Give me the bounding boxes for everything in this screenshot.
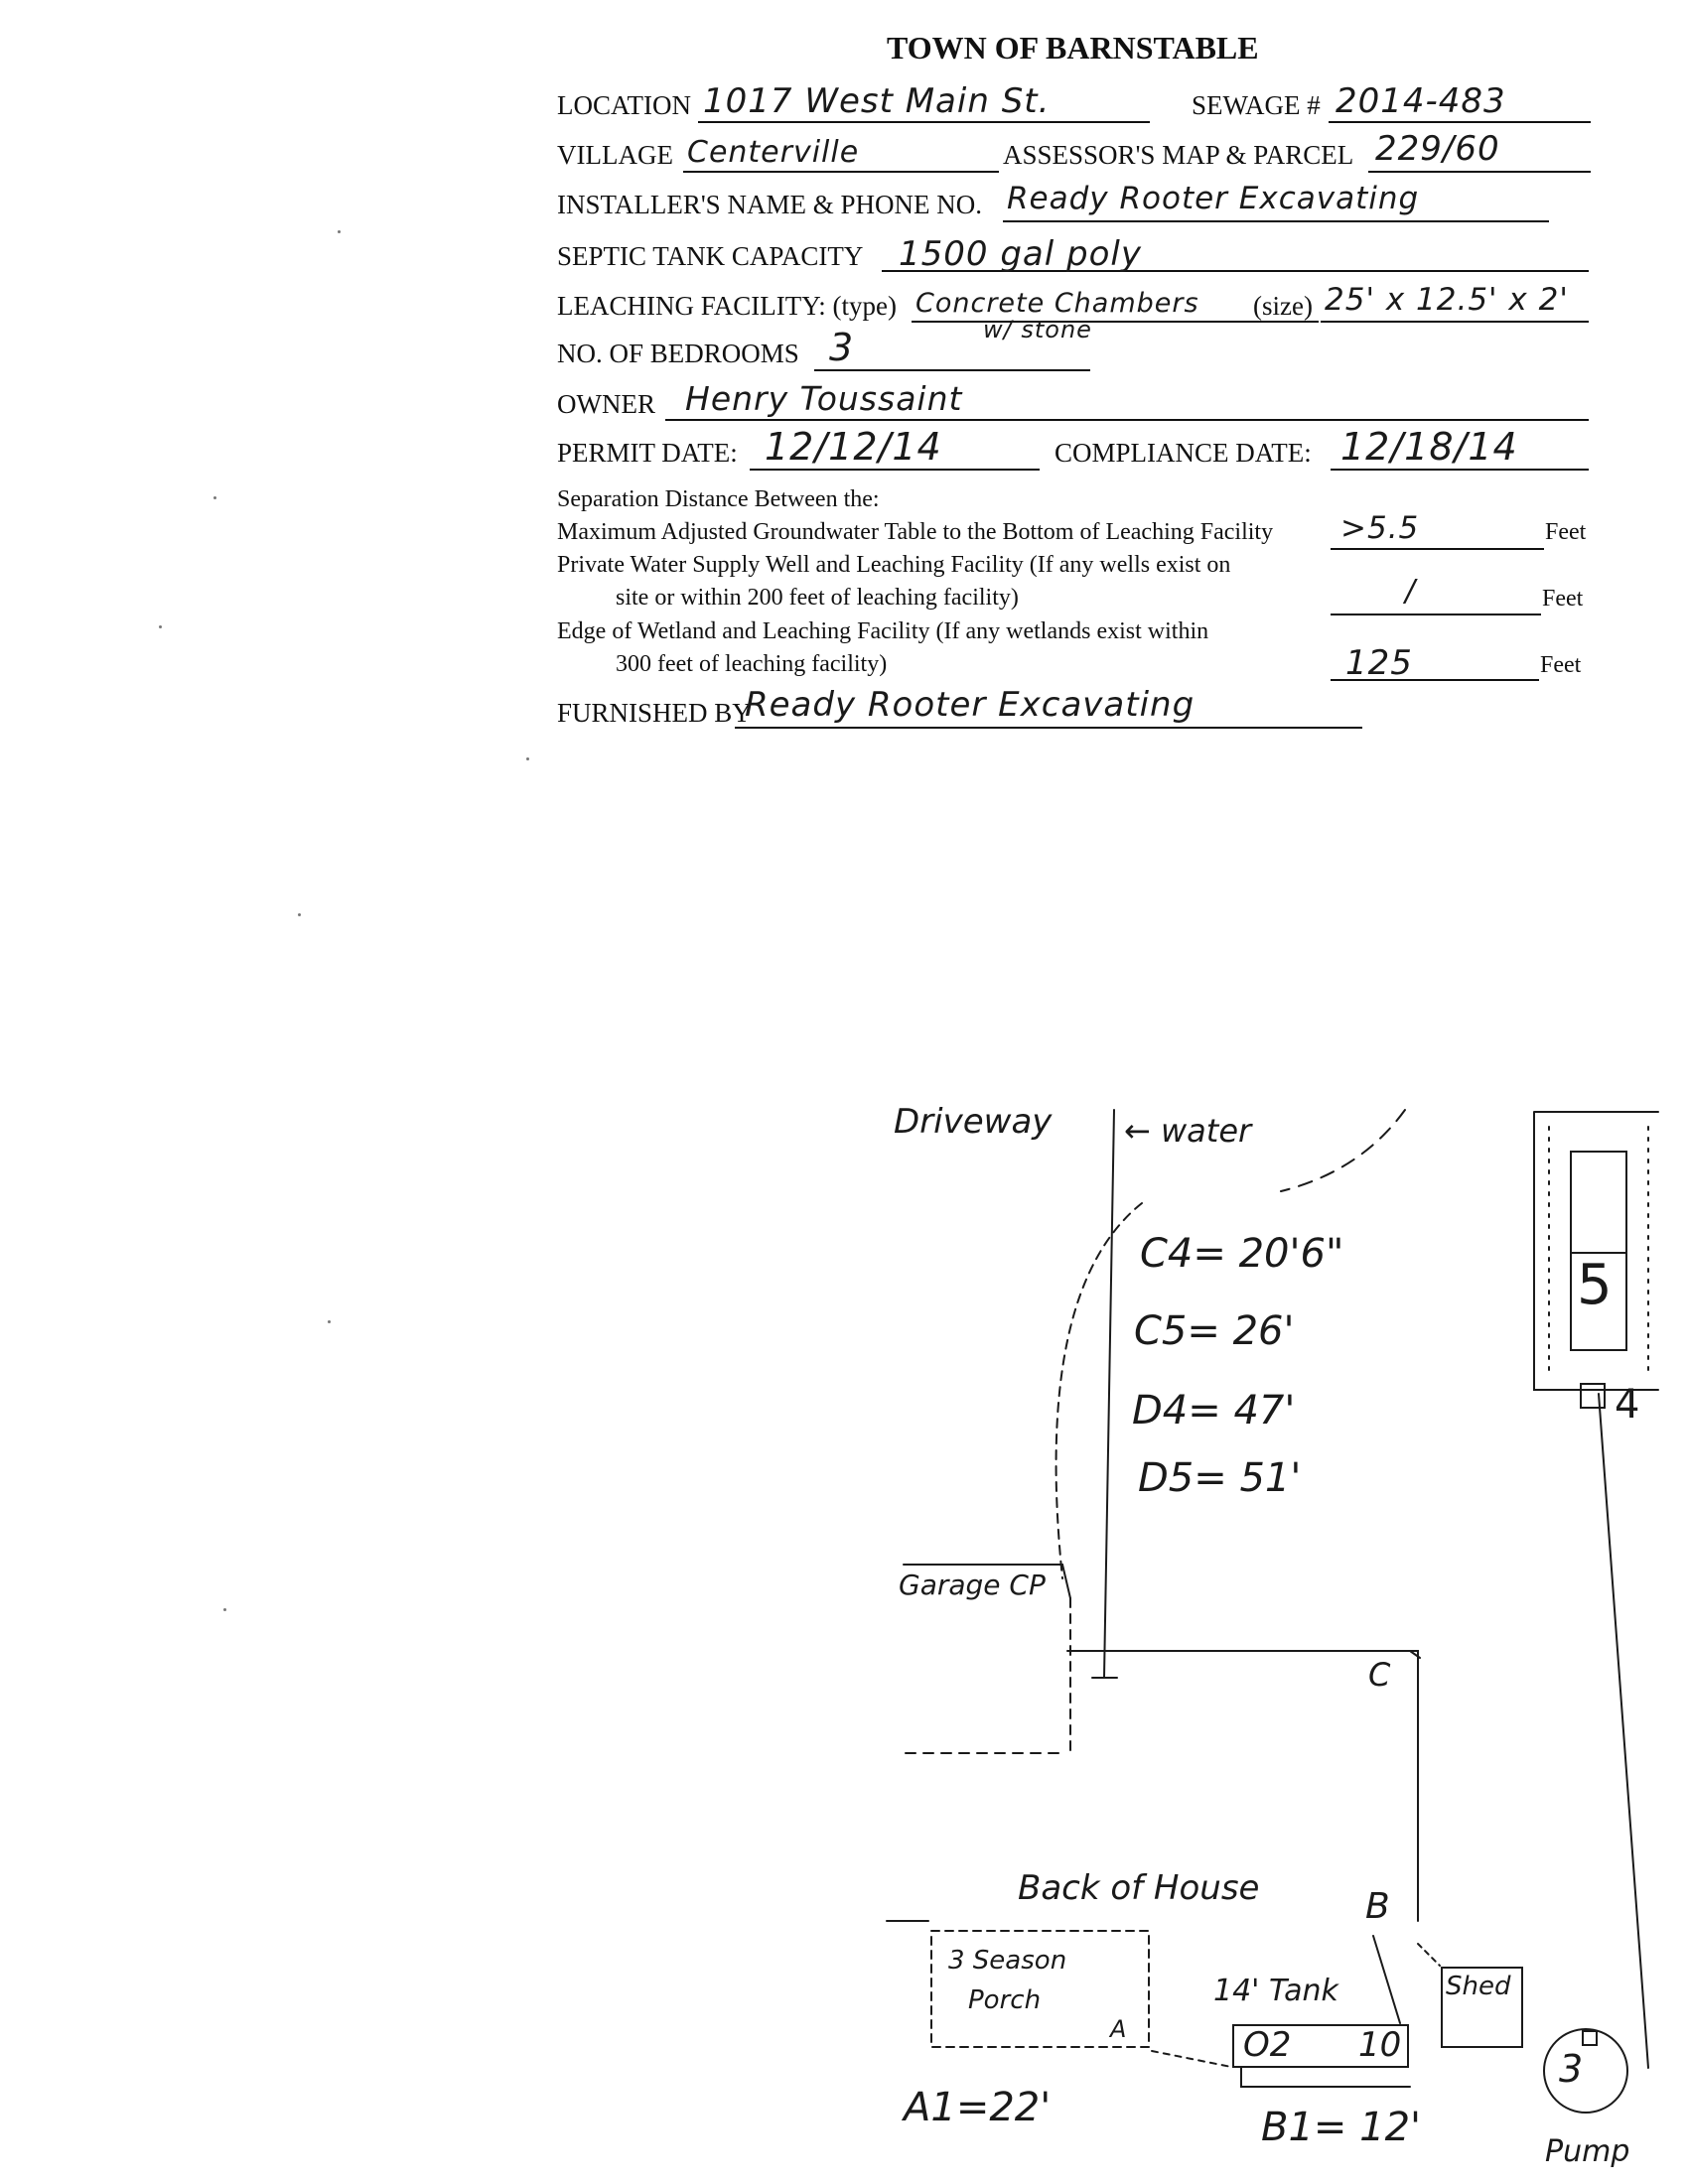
size-value: 25' x 12.5' x 2' (1325, 282, 1569, 318)
well-feet: Feet (1542, 586, 1584, 612)
furnished-value: Ready Rooter Excavating (745, 685, 1196, 725)
scan-speck (159, 625, 162, 628)
scan-speck (213, 496, 216, 499)
sewage-value: 2014-483 (1336, 81, 1506, 121)
compliance-label: COMPLIANCE DATE: (1055, 438, 1312, 468)
owner-label: OWNER (557, 389, 655, 419)
village-value: Centerville (687, 135, 860, 170)
c5-measurement: C5= 26' (1134, 1308, 1295, 1354)
bedrooms-value: 3 (829, 326, 855, 369)
wetland-text-2: 300 feet of leaching facility) (616, 651, 888, 677)
b1-measurement: B1= 12' (1261, 2105, 1422, 2150)
distribution-box (1581, 1384, 1605, 1408)
well-value: / (1405, 574, 1417, 609)
well-text-2: site or within 200 feet of leaching facility) (616, 585, 1019, 611)
tank-base (1241, 2067, 1410, 2087)
leaching-type-value-2: w/ stone (983, 316, 1092, 343)
a1-measurement: A1=22' (904, 2085, 1052, 2130)
groundwater-value: >5.5 (1340, 510, 1420, 546)
location-value: 1017 West Main St. (703, 81, 1051, 121)
tank-label: 14' Tank (1213, 1974, 1338, 2008)
pump-hatch (1583, 2031, 1597, 2045)
c-point-label: C (1368, 1656, 1391, 1694)
driveway-line (1104, 1110, 1114, 1678)
garage-label: Garage CP (899, 1569, 1046, 1601)
septic-value: 1500 gal poly (899, 234, 1142, 274)
d5-measurement: D5= 51' (1138, 1455, 1302, 1501)
bedrooms-label: NO. OF BEDROOMS (557, 339, 799, 368)
a-point-label: A (1110, 2015, 1127, 2043)
porch-label-2: Porch (968, 1985, 1042, 2015)
scan-speck (526, 757, 529, 760)
groundwater-feet: Feet (1545, 519, 1587, 545)
wetland-value: 125 (1345, 643, 1413, 683)
compliance-value: 12/18/14 (1340, 425, 1518, 469)
village-label: VILLAGE (557, 140, 673, 170)
assessor-label: ASSESSOR'S MAP & PARCEL (1003, 140, 1354, 170)
shed-connector (1418, 1944, 1440, 1966)
furnished-label: FURNISHED BY (557, 698, 752, 728)
sewage-label: SEWAGE # (1192, 90, 1321, 120)
chamber-5-label: 5 (1577, 1253, 1613, 1317)
scan-speck (328, 1320, 331, 1323)
porch-pipe (1152, 2051, 1231, 2067)
well-text-1: Private Water Supply Well and Leaching Facility (If any wells exist on (557, 552, 1231, 578)
b-point-label: B (1365, 1886, 1390, 1927)
c4-measurement: C4= 20'6" (1140, 1231, 1344, 1277)
wetland-text-1: Edge of Wetland and Leaching Facility (If any wetlands exist within (557, 618, 1209, 644)
scan-speck (338, 230, 341, 233)
location-label: LOCATION (557, 90, 691, 120)
scan-speck (223, 1608, 226, 1611)
tank-10-label: 10 (1358, 2025, 1402, 2065)
separation-heading: Separation Distance Between the: (557, 486, 880, 512)
installer-value: Ready Rooter Excavating (1007, 181, 1420, 216)
d4-measurement: D4= 47' (1132, 1388, 1296, 1433)
groundwater-text: Maximum Adjusted Groundwater Table to the Bottom of Leaching Facility (557, 519, 1274, 545)
driveway-label: Driveway (894, 1102, 1053, 1142)
permit-label: PERMIT DATE: (557, 438, 738, 468)
size-label: (size) (1253, 291, 1313, 321)
water-line (1281, 1110, 1405, 1191)
installer-label: INSTALLER'S NAME & PHONE NO. (557, 190, 982, 219)
wetland-feet: Feet (1540, 652, 1582, 678)
leaching-type-value: Concrete Chambers (915, 288, 1199, 319)
tank-o2-label: O2 (1243, 2025, 1292, 2065)
form-title: TOWN OF BARNSTABLE (887, 30, 1259, 66)
permit-value: 12/12/14 (765, 425, 942, 469)
pump-label: Pump (1545, 2134, 1630, 2169)
chamber-4-label: 4 (1615, 1382, 1640, 1428)
force-main-line (1599, 1394, 1648, 2068)
back-of-house-label: Back of House (1018, 1868, 1260, 1908)
water-label: ← water (1124, 1112, 1252, 1150)
chamber-outline (1571, 1152, 1626, 1350)
pump-number: 3 (1559, 2047, 1584, 2091)
leaching-label: LEACHING FACILITY: (type) (557, 291, 897, 321)
porch-label-1: 3 Season (948, 1946, 1067, 1976)
garage-outline (1056, 1203, 1142, 1578)
scan-speck (298, 913, 301, 916)
shed-label: Shed (1446, 1972, 1511, 2001)
tank-pointer (1373, 1936, 1400, 2023)
septic-label: SEPTIC TANK CAPACITY (557, 241, 864, 271)
leaching-outline (1534, 1112, 1658, 1390)
owner-value: Henry Toussaint (685, 379, 963, 418)
assessor-value: 229/60 (1375, 129, 1500, 169)
pump-chamber (1544, 2029, 1627, 2113)
